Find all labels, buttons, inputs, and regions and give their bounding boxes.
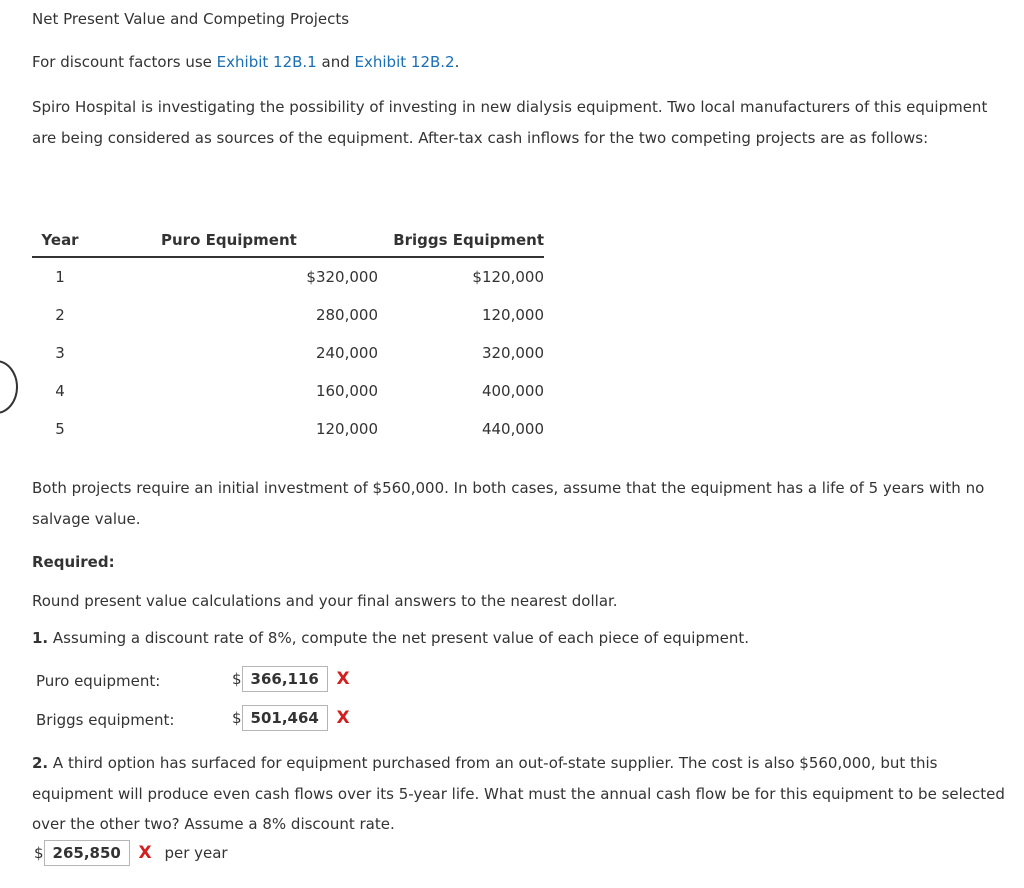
col-header-briggs: Briggs Equipment [393, 231, 544, 249]
briggs-npv-input[interactable]: 501,464 [242, 705, 328, 731]
cell-briggs: 120,000 [481, 306, 544, 324]
instruction-and: and [321, 53, 350, 71]
question-2-text: A third option has surfaced for equipment purchased from an out-of-state supplier. The cost is also $560,000, but this equipment will produce even cash flows over its 5-year life. What must the annual cash flow be for this equipment to be selected over the other two? Assume a 8% discount rate. [32, 754, 1005, 833]
cell-year: 2 [55, 306, 65, 324]
incorrect-icon: X [336, 669, 350, 689]
cell-puro: $320,000 [306, 268, 378, 286]
cell-year: 4 [55, 382, 65, 400]
cell-puro: 280,000 [315, 306, 378, 324]
per-year-suffix: per year [164, 844, 228, 862]
currency-symbol: $ [232, 709, 242, 727]
cell-year: 1 [55, 268, 65, 286]
table-row [32, 257, 544, 296]
third-option-answer-row [34, 840, 228, 866]
cell-briggs: 400,000 [481, 382, 544, 400]
cell-briggs: 440,000 [481, 420, 544, 438]
question-1 [32, 629, 749, 647]
question-2 [32, 748, 1007, 840]
col-header-puro [88, 224, 378, 257]
briggs-answer-row [232, 705, 350, 731]
cash-flow-table [32, 224, 544, 448]
cell-puro: 240,000 [315, 344, 378, 362]
cell-puro: 160,000 [315, 382, 378, 400]
exhibit-12b1-link[interactable]: Exhibit 12B.1 [216, 53, 317, 71]
cell-briggs: $120,000 [472, 268, 544, 286]
discount-factor-instruction [32, 53, 459, 71]
table-row [32, 372, 544, 410]
cell-briggs: 320,000 [481, 344, 544, 362]
currency-symbol: $ [232, 670, 242, 688]
incorrect-icon: X [138, 843, 152, 863]
side-tab-handle[interactable] [0, 360, 18, 414]
annual-cash-flow-input[interactable]: 265,850 [44, 840, 130, 866]
table-row [32, 296, 544, 334]
table-row [32, 410, 544, 448]
puro-answer-label: Puro equipment: [36, 672, 161, 690]
puro-npv-input[interactable]: 366,116 [242, 666, 328, 692]
question-2-number: 2. [32, 754, 49, 772]
question-1-number: 1. [32, 629, 49, 647]
incorrect-icon: X [336, 708, 350, 728]
cell-year: 3 [55, 344, 65, 362]
briggs-answer-label: Briggs equipment: [36, 711, 175, 729]
exhibit-12b2-link[interactable]: Exhibit 12B.2 [354, 53, 455, 71]
col-header-puro-label: Puro Equipment [161, 231, 297, 249]
rounding-instruction: Round present value calculations and your final answers to the nearest dollar. [32, 592, 618, 610]
table-header-row [32, 224, 544, 257]
intro-paragraph: Spiro Hospital is investigating the possibility of investing in new dialysis equipment. Two local manufacturers of this equipment are being considered as sources of the equipment. After-tax cash inflows for the two competing projects are as follows: [32, 98, 988, 147]
table-row [32, 334, 544, 372]
puro-answer-row [232, 666, 350, 692]
cell-year: 5 [55, 420, 65, 438]
required-heading: Required: [32, 553, 115, 571]
cell-puro: 120,000 [315, 420, 378, 438]
currency-symbol: $ [34, 844, 44, 862]
question-1-text: Assuming a discount rate of 8%, compute the net present value of each piece of equipment. [52, 629, 749, 647]
investment-paragraph: Both projects require an initial investment of $560,000. In both cases, assume that the equipment has a life of 5 years with no salvage value. [32, 479, 985, 528]
instruction-period: . [454, 53, 460, 71]
instruction-prefix: For discount factors use [32, 53, 212, 71]
page-title: Net Present Value and Competing Projects [32, 10, 350, 28]
col-header-year: Year [41, 231, 79, 249]
